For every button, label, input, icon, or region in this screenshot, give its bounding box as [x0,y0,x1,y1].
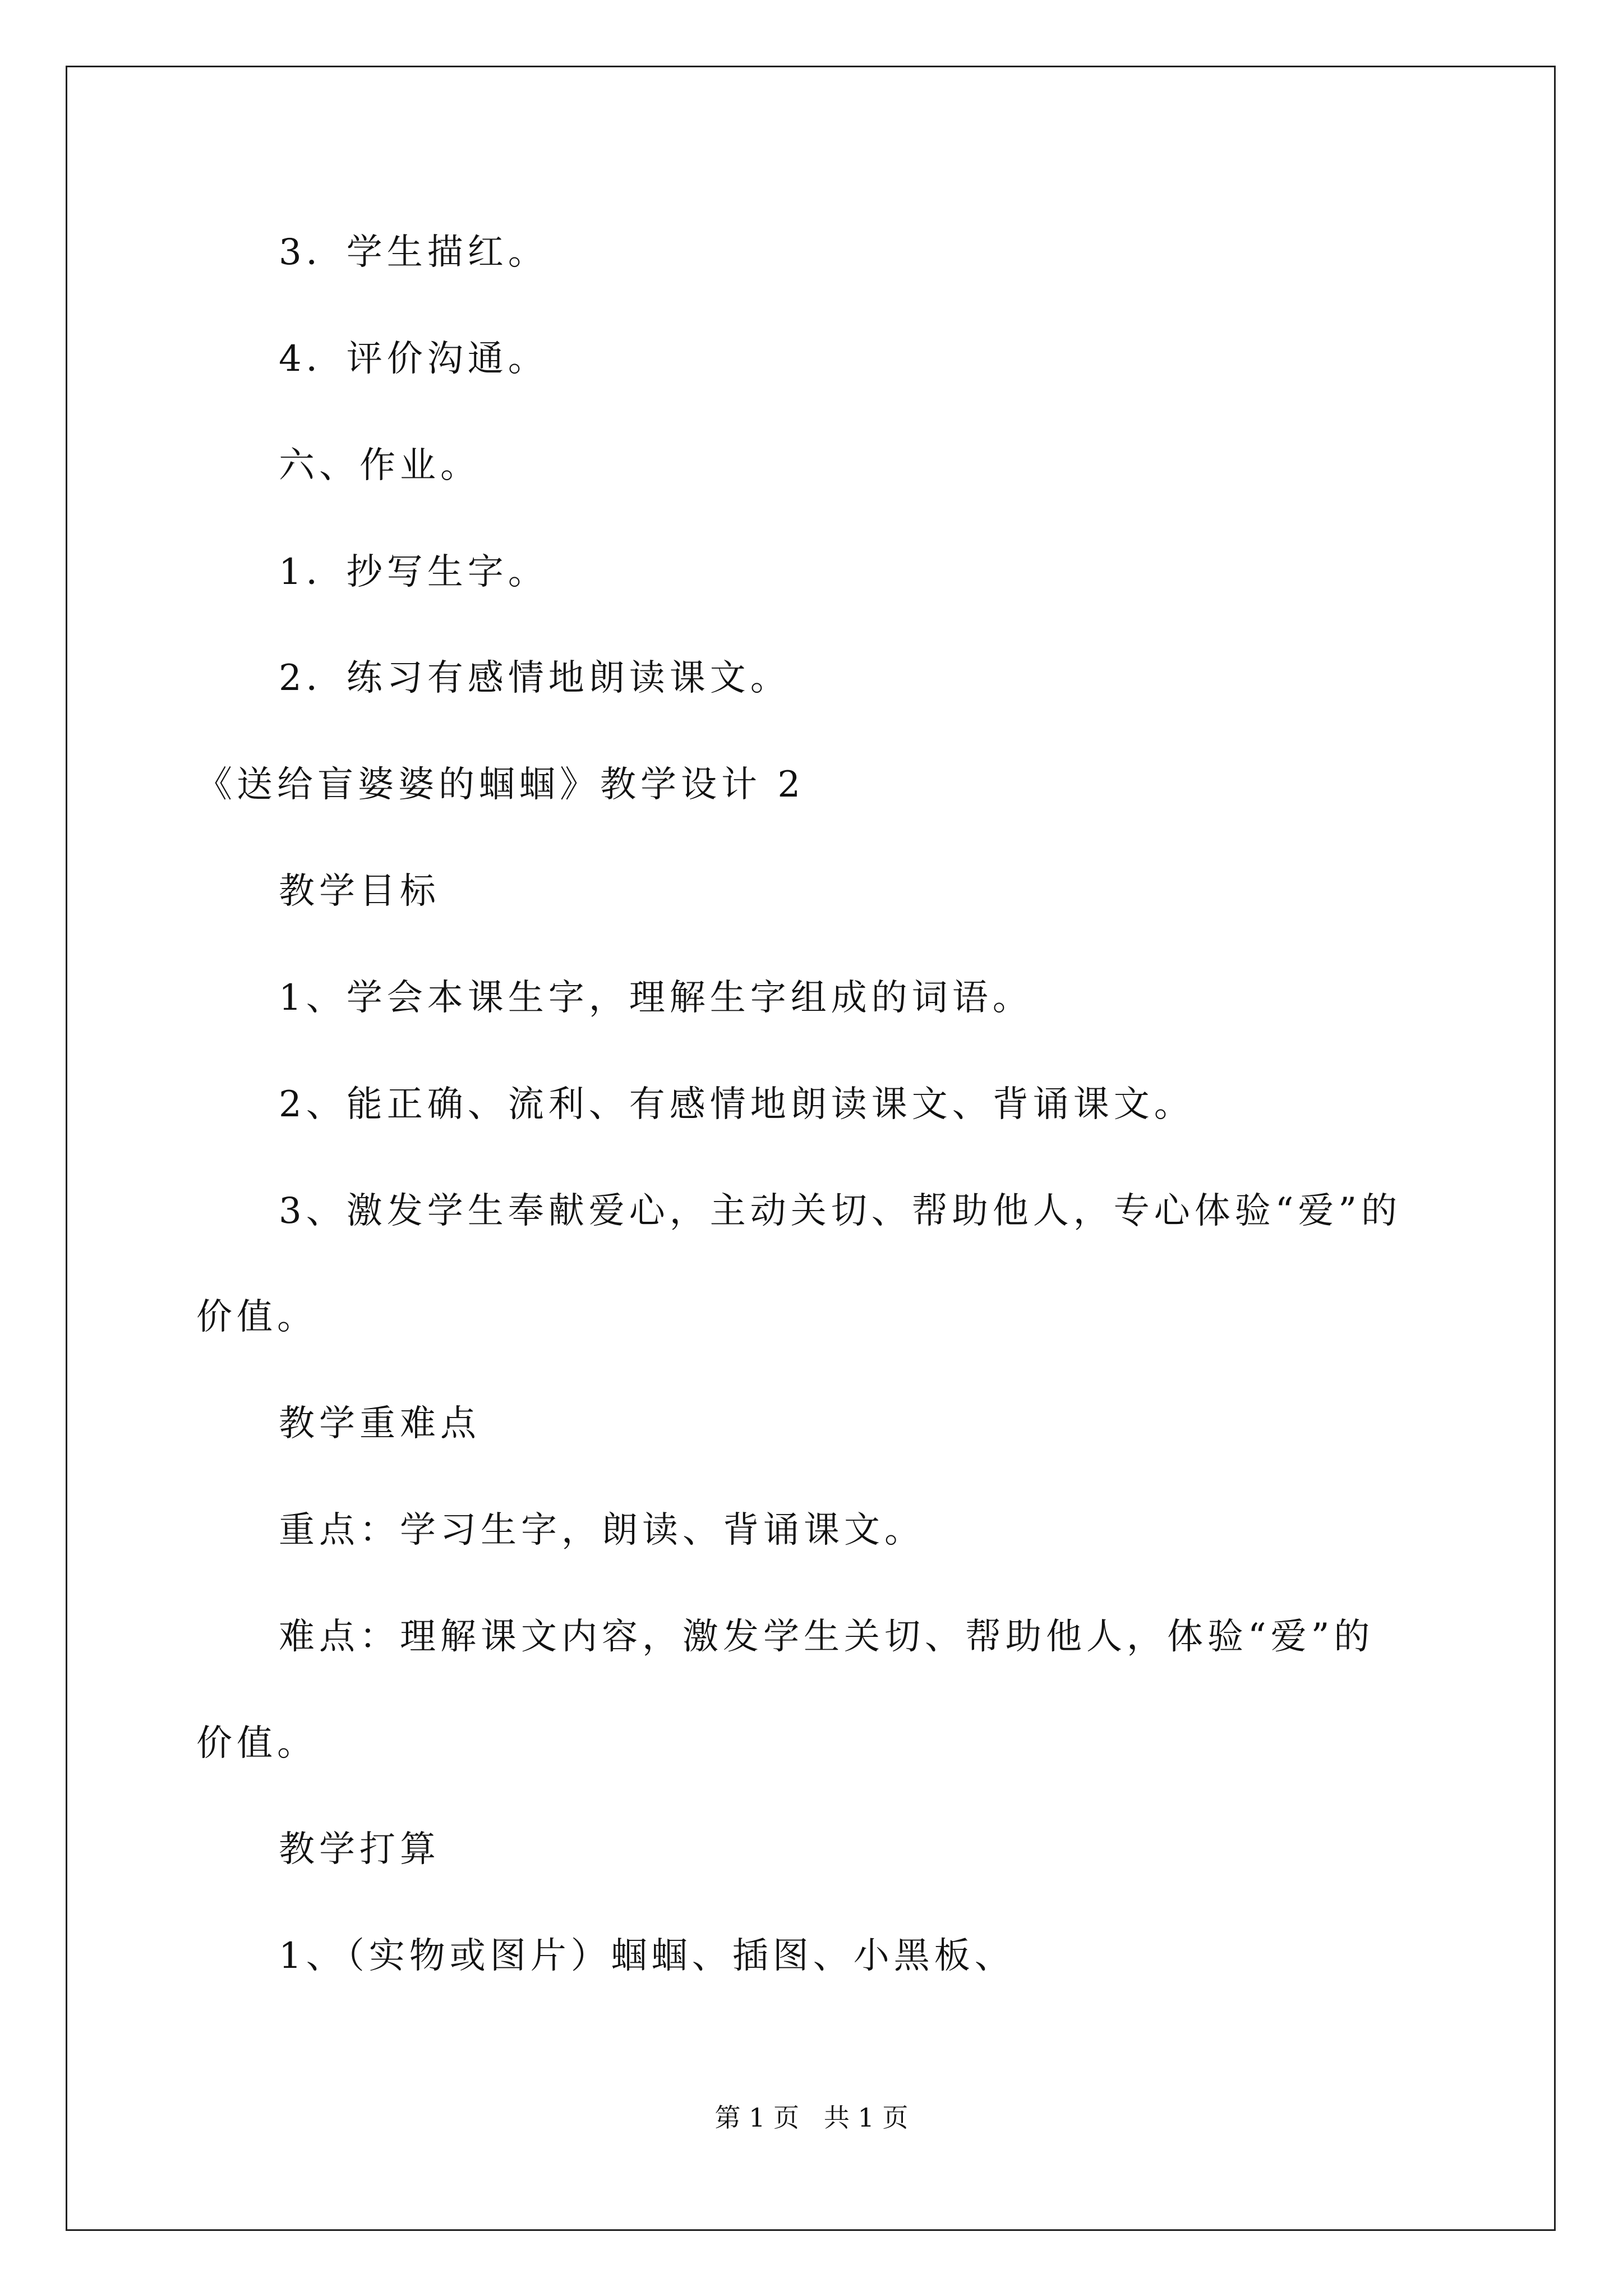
list-item-copy-characters: 1．抄写生字。 [279,551,548,593]
goal-item-2: 2、能正确、流利、有感情地朗读课文、背诵课文。 [279,1084,1195,1125]
list-item-read-aloud: 2．练习有感情地朗读课文。 [279,657,791,699]
goal-item-3: 3、激发学生奉献爱心，主动关切、帮助他人，专心体验“爱”的 [279,1190,1402,1232]
difficult-point: 难点：理解课文内容，激发学生关切、帮助他人，体验“爱”的 [279,1616,1375,1658]
page-border [66,66,1556,2231]
document-title: 《送给盲婆婆的蝈蝈》教学设计 2 [196,764,805,806]
section-heading-preparation: 教学打算 [279,1829,440,1870]
list-item-trace: 3．学生描红。 [279,232,548,273]
list-item-evaluate: 4．评价沟通。 [279,338,548,380]
section-heading-key-points: 教学重难点 [279,1403,481,1444]
section-heading-homework: 六、作业。 [279,445,481,486]
preparation-item-1: 1、（实物或图片）蝈蝈、插图、小黑板、 [279,1935,1015,1977]
goal-item-3-continued: 价值。 [196,1296,317,1338]
page-footer: 第 1 页 共 1 页 [714,2102,909,2133]
goal-item-1: 1、学会本课生字，理解生字组成的词语。 [279,977,1033,1019]
difficult-point-continued: 价值。 [196,1723,317,1764]
key-point: 重点：学习生字，朗读、背诵课文。 [279,1510,925,1551]
section-heading-goals: 教学目标 [279,871,440,912]
